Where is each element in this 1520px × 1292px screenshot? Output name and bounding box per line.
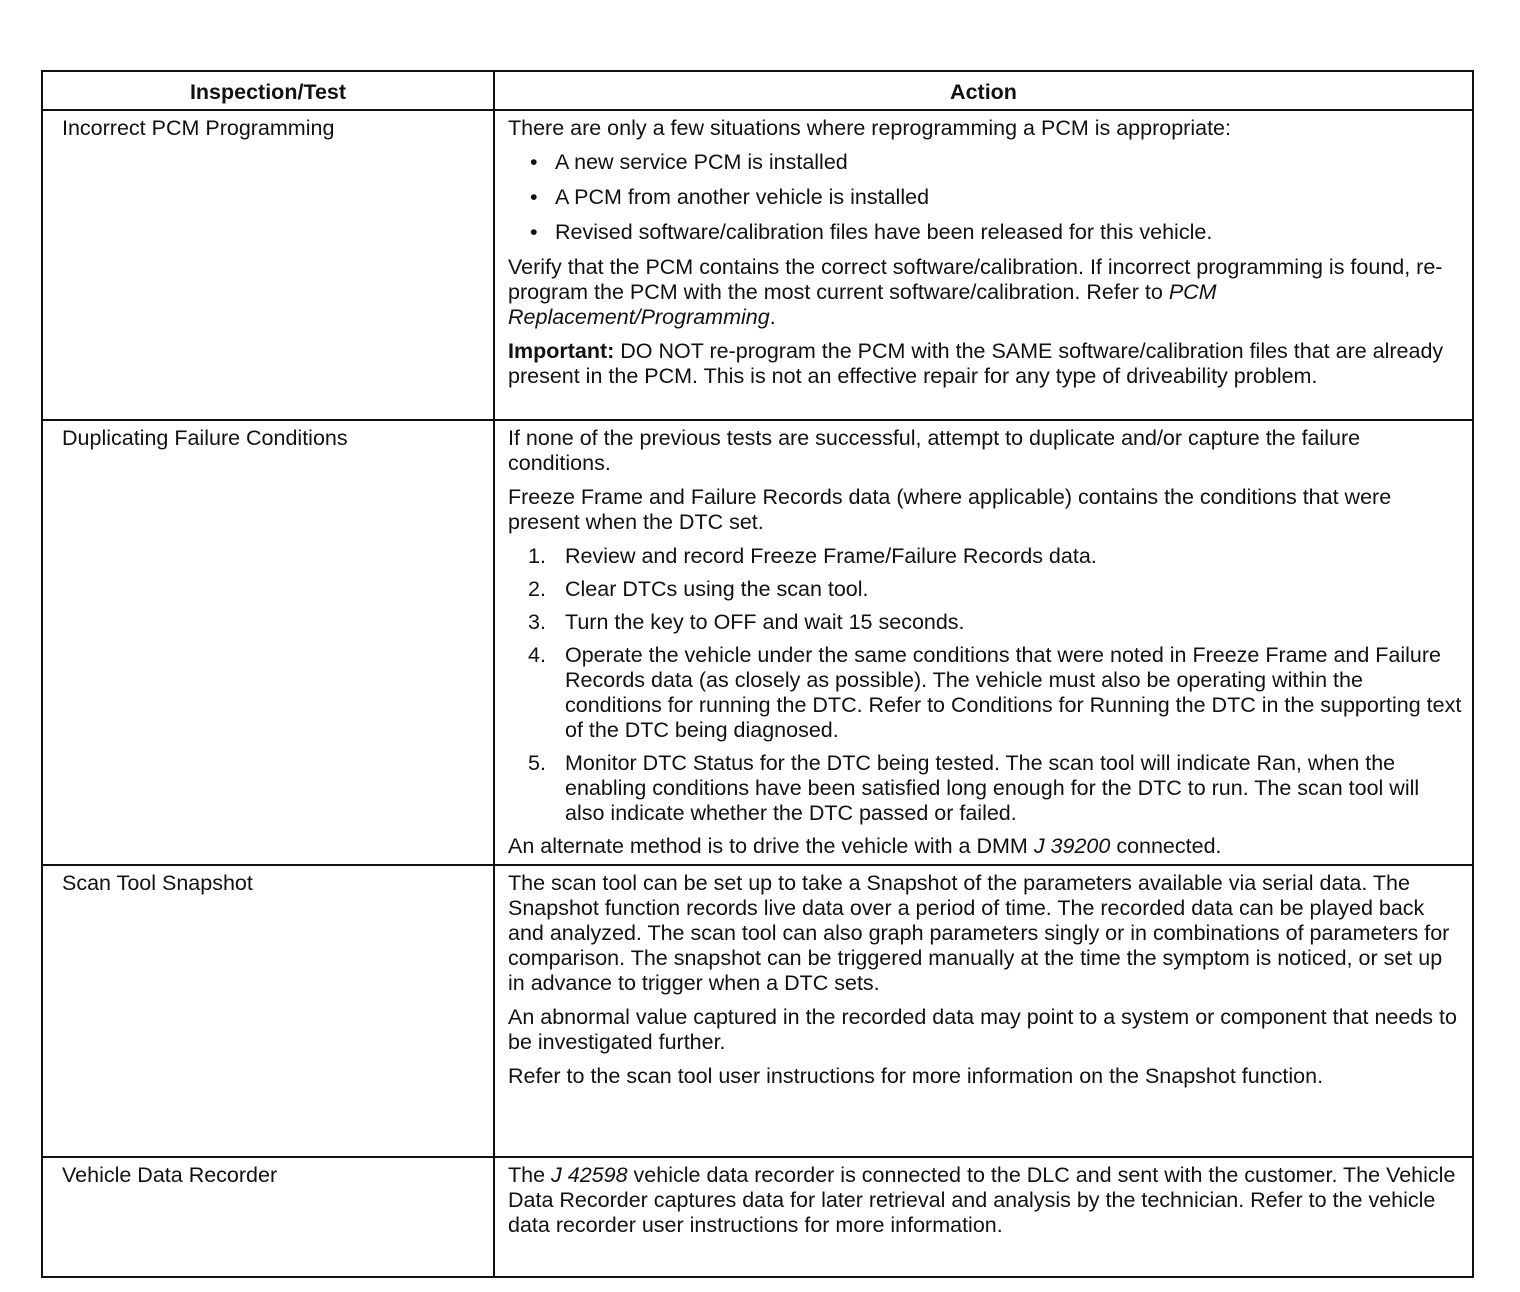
column-header-inspection-test: Inspection/Test [42,71,494,110]
table-header-row [42,71,1473,110]
bullet-icon: • [530,220,538,244]
tool-number: J 42598 [551,1163,628,1187]
action-paragraph: Freeze Frame and Failure Records data (where applicable) contains the conditions that were present when the DTC set. [508,485,1392,534]
table-row [42,1157,1473,1277]
action-paragraph: An abnormal value captured in the recorded data may point to a system or component that needs to be investigated further. [508,1005,1457,1054]
table-row [42,420,1473,865]
action-cell [494,110,1473,420]
verify-paragraph: Verify that the PCM contains the correct software/calibration. If incorrect programming is found, re-program the PCM with the most current software/calibration. Refer to PCM Replacement/Programming. [508,255,1443,329]
test-name-cell: Scan Tool Snapshot [42,865,494,1157]
important-label: Important: [508,339,615,363]
reference-link-text: PCM Replacement/Programming [508,280,1217,329]
action-paragraph: The scan tool can be set up to take a Snapshot of the parameters available via serial data. The Snapshot function records live data over a period of time. The recorded data can be played back and analyzed. The scan tool can also graph parameters singly or in combinations of parameters for comparison. The snapshot can be triggered manually at the time the symptom is noticed, or set up in advance to trigger when a DTC sets. [508,871,1450,995]
list-item: 5. Monitor DTC Status for the DTC being tested. The scan tool will indicate Ran, when the enabling conditions have been satisfied long enough for the DTC to run. The scan tool will also indicate whether the DTC passed or failed. [528,751,1420,825]
action-cell [494,865,1473,1157]
bullet-icon: • [530,150,538,174]
action-intro: There are only a few situations where reprogramming a PCM is appropriate: [508,116,1231,140]
bullet-list [508,150,1462,245]
action-paragraph: If none of the previous tests are successful, attempt to duplicate and/or capture the failure conditions. [508,426,1361,475]
list-item: 3. Turn the key to OFF and wait 15 seconds. [528,610,965,634]
table-row [42,110,1473,420]
list-item: 2. Clear DTCs using the scan tool. [528,577,869,601]
important-note: Important: DO NOT re-program the PCM with the SAME software/calibration files that are already present in the PCM. This is not an effective repair for any type of driveability problem. [508,339,1444,388]
list-item: • A new service PCM is installed [530,150,848,174]
column-header-action: Action [494,71,1473,110]
action-paragraph: The J 42598 vehicle data recorder is connected to the DLC and sent with the customer. The Vehicle Data Recorder captures data for later retrieval and analysis by the technician. Refer to the vehicle data recorder user instructions for more information. [508,1163,1456,1237]
test-name-cell: Vehicle Data Recorder [42,1157,494,1277]
tool-number: J 39200 [1033,834,1111,858]
test-name-cell: Incorrect PCM Programming [42,110,494,420]
step-list [508,544,1462,826]
diagnostic-table [41,70,1474,1278]
action-cell [494,420,1473,865]
list-item: 4. Operate the vehicle under the same conditions that were noted in Freeze Frame and Failure Records data (as closely as possible). The vehicle must also be operating within the conditions for running the DTC. Refer to Conditions for Running the DTC in the supporting text of the DTC being diagnosed. [528,643,1462,742]
table-row [42,865,1473,1157]
test-name-cell: Duplicating Failure Conditions [42,420,494,865]
list-item: • Revised software/calibration files have been released for this vehicle. [530,220,1213,244]
action-cell [494,1157,1473,1277]
action-paragraph: Refer to the scan tool user instructions for more information on the Snapshot function. [508,1064,1324,1088]
bullet-icon: • [530,185,538,209]
list-item: • A PCM from another vehicle is installed [530,185,930,209]
alternate-method-paragraph: An alternate method is to drive the vehicle with a DMM J 39200 connected. [508,834,1222,858]
list-item: 1. Review and record Freeze Frame/Failure Records data. [528,544,1097,568]
